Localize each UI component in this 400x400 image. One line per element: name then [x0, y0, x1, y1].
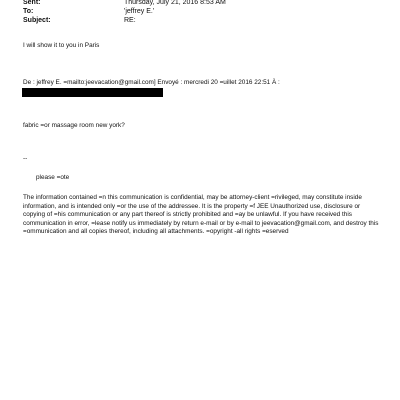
quoted-header: De : jeffrey E. =mailto:jeevacation@gmail.com] Envoyé : mercredi 20 =uillet 2016 22:51 À :	[23, 79, 280, 86]
body-line-paris: I will show it to you in Paris	[23, 42, 100, 49]
signature-dash: --	[23, 155, 28, 162]
subject-row	[23, 17, 136, 25]
body-line-fabric: fabric =or massage room new york?	[23, 122, 125, 129]
sent-value: Thursday, July 21, 2016 8:53 AM	[124, 0, 226, 6]
confidentiality-disclaimer: The information contained =n this communication is confidential, may be attorney-client =rivileged, may constitute inside information, and is intended only =or the use of the addressee. It is the property =f JEE Unauthorized use, disclosure or copying of =his communication or any part thereof is strictly prohibited and =ay be unlawful. If you have received this communication in error, =lease notify us immediately by return e-mail or by e-mail to jeevacation@gmail.com, and destroy this =ommunication and all copies thereof, including all attachments. =opyright -all rights =eserved	[23, 194, 379, 236]
subject-value: RE:	[124, 17, 136, 24]
sent-label: Sent:	[23, 0, 41, 6]
subject-label: Subject:	[23, 17, 51, 24]
redaction-bar	[22, 88, 163, 97]
signature-note: please =ote	[36, 174, 70, 181]
sent-row	[23, 0, 226, 7]
to-label: To:	[23, 8, 34, 15]
to-value: 'jeffrey E.'	[124, 8, 155, 15]
to-row	[23, 8, 154, 16]
